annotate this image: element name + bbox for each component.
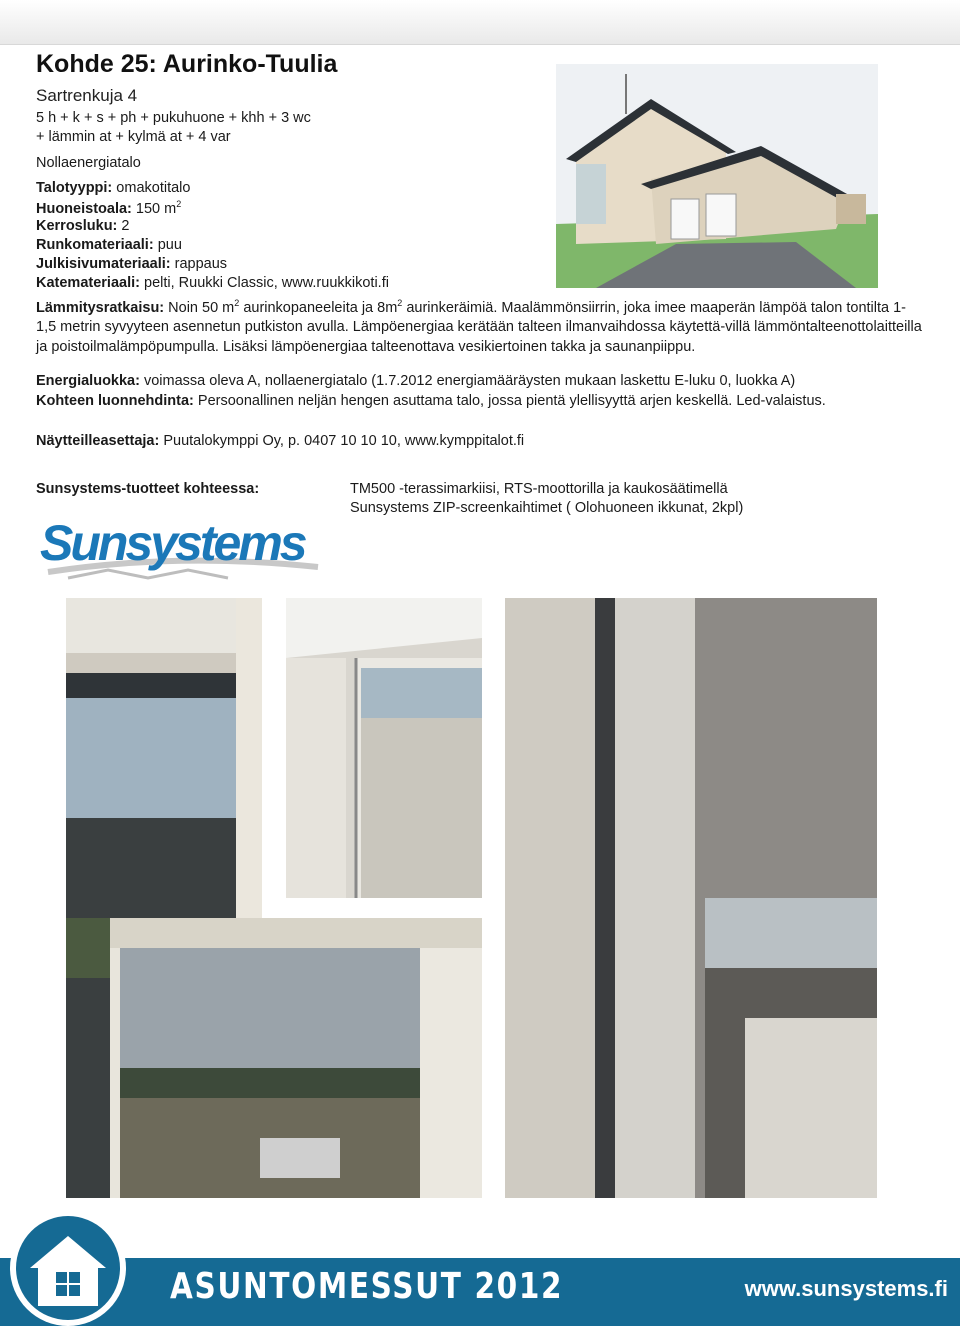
product-item-2: Sunsystems ZIP-screenkaihtimet ( Olohuoneen ikkunat, 2kpl) — [350, 500, 744, 516]
character: Kohteen luonnehdinta: Persoonallinen neljän hengen asuttama talo, jossa pientä ylellisyyttä arjen keskellä. Led-valaistus. — [36, 393, 826, 409]
energy-class: Energialuokka: voimassa oleva A, nollaenergiatalo (1.7.2012 energiamääräysten mukaan laskettu E-luku 0, luokka A) — [36, 373, 796, 389]
address: Sartrenkuja 4 — [36, 86, 138, 105]
products-heading: Sunsystems-tuotteet kohteessa: — [36, 481, 260, 497]
footer-url[interactable]: www.sunsystems.fi — [744, 1276, 948, 1301]
spec-house-type: Talotyyppi: omakotitalo — [36, 180, 191, 196]
spec-frame: Runkomateriaali: puu — [36, 237, 182, 253]
top-bar — [0, 0, 960, 45]
energy-type: Nollaenergiatalo — [36, 155, 141, 171]
screen-detail-photo — [505, 598, 877, 1198]
rooms-line-2: + lämmin at + kylmä at + 4 var — [36, 129, 231, 145]
sunsystems-logo — [38, 512, 323, 582]
window-photo-top — [286, 598, 482, 898]
page-title: Kohde 25: Aurinko-Tuulia — [36, 50, 338, 78]
svg-text:Sunsystems: Sunsystems — [40, 515, 305, 571]
spec-facade: Julkisivumateriaali: rappaus — [36, 256, 228, 272]
spec-floors: Kerrosluku: 2 — [36, 218, 130, 234]
spec-area: Huoneistoala: 150 $m^2$ — [36, 199, 182, 217]
footer-event-title: ASUNTOMESSUT 2012 — [170, 1266, 564, 1307]
house-logo-icon — [8, 1206, 128, 1326]
exhibitor: Näytteilleasettaja: Puutalokymppi Oy, p. 0407 10 10 10, www.kymppitalot.fi — [36, 433, 525, 449]
rooms-line-1: 5 h + k + s + ph + pukuhuone + khh + 3 wc — [36, 110, 311, 126]
window-photo-view — [110, 918, 482, 1198]
spec-roof: Katemateriaali: pelti, Ruukki Classic, www.ruukkikoti.fi — [36, 275, 389, 291]
house-rendering-image — [556, 64, 878, 288]
heating-description: Lämmitysratkaisu: Noin 50 $m^2$ aurinkopaneeleita ja $8m^2$ aurinkeräimiä. Maalämmönsiirrin, joka imee maaperän lämpöä talon tontilta 1-1,5 metrin syvyyteen asennetun putkiston avulla. Lämpöenergiaa kerätään talteen ilmanvaihdossa käytettä-villä lämmöntalteenottolaitteilla ja poistoilmalämpöpumpulla. Lisäksi lämpöenergiaa talteenottava vesikiertoinen takka ja saunanpiippu. — [36, 298, 922, 355]
product-item-1: TM500 -terassimarkiisi, RTS-moottorilla ja kaukosäätimellä — [350, 481, 728, 497]
